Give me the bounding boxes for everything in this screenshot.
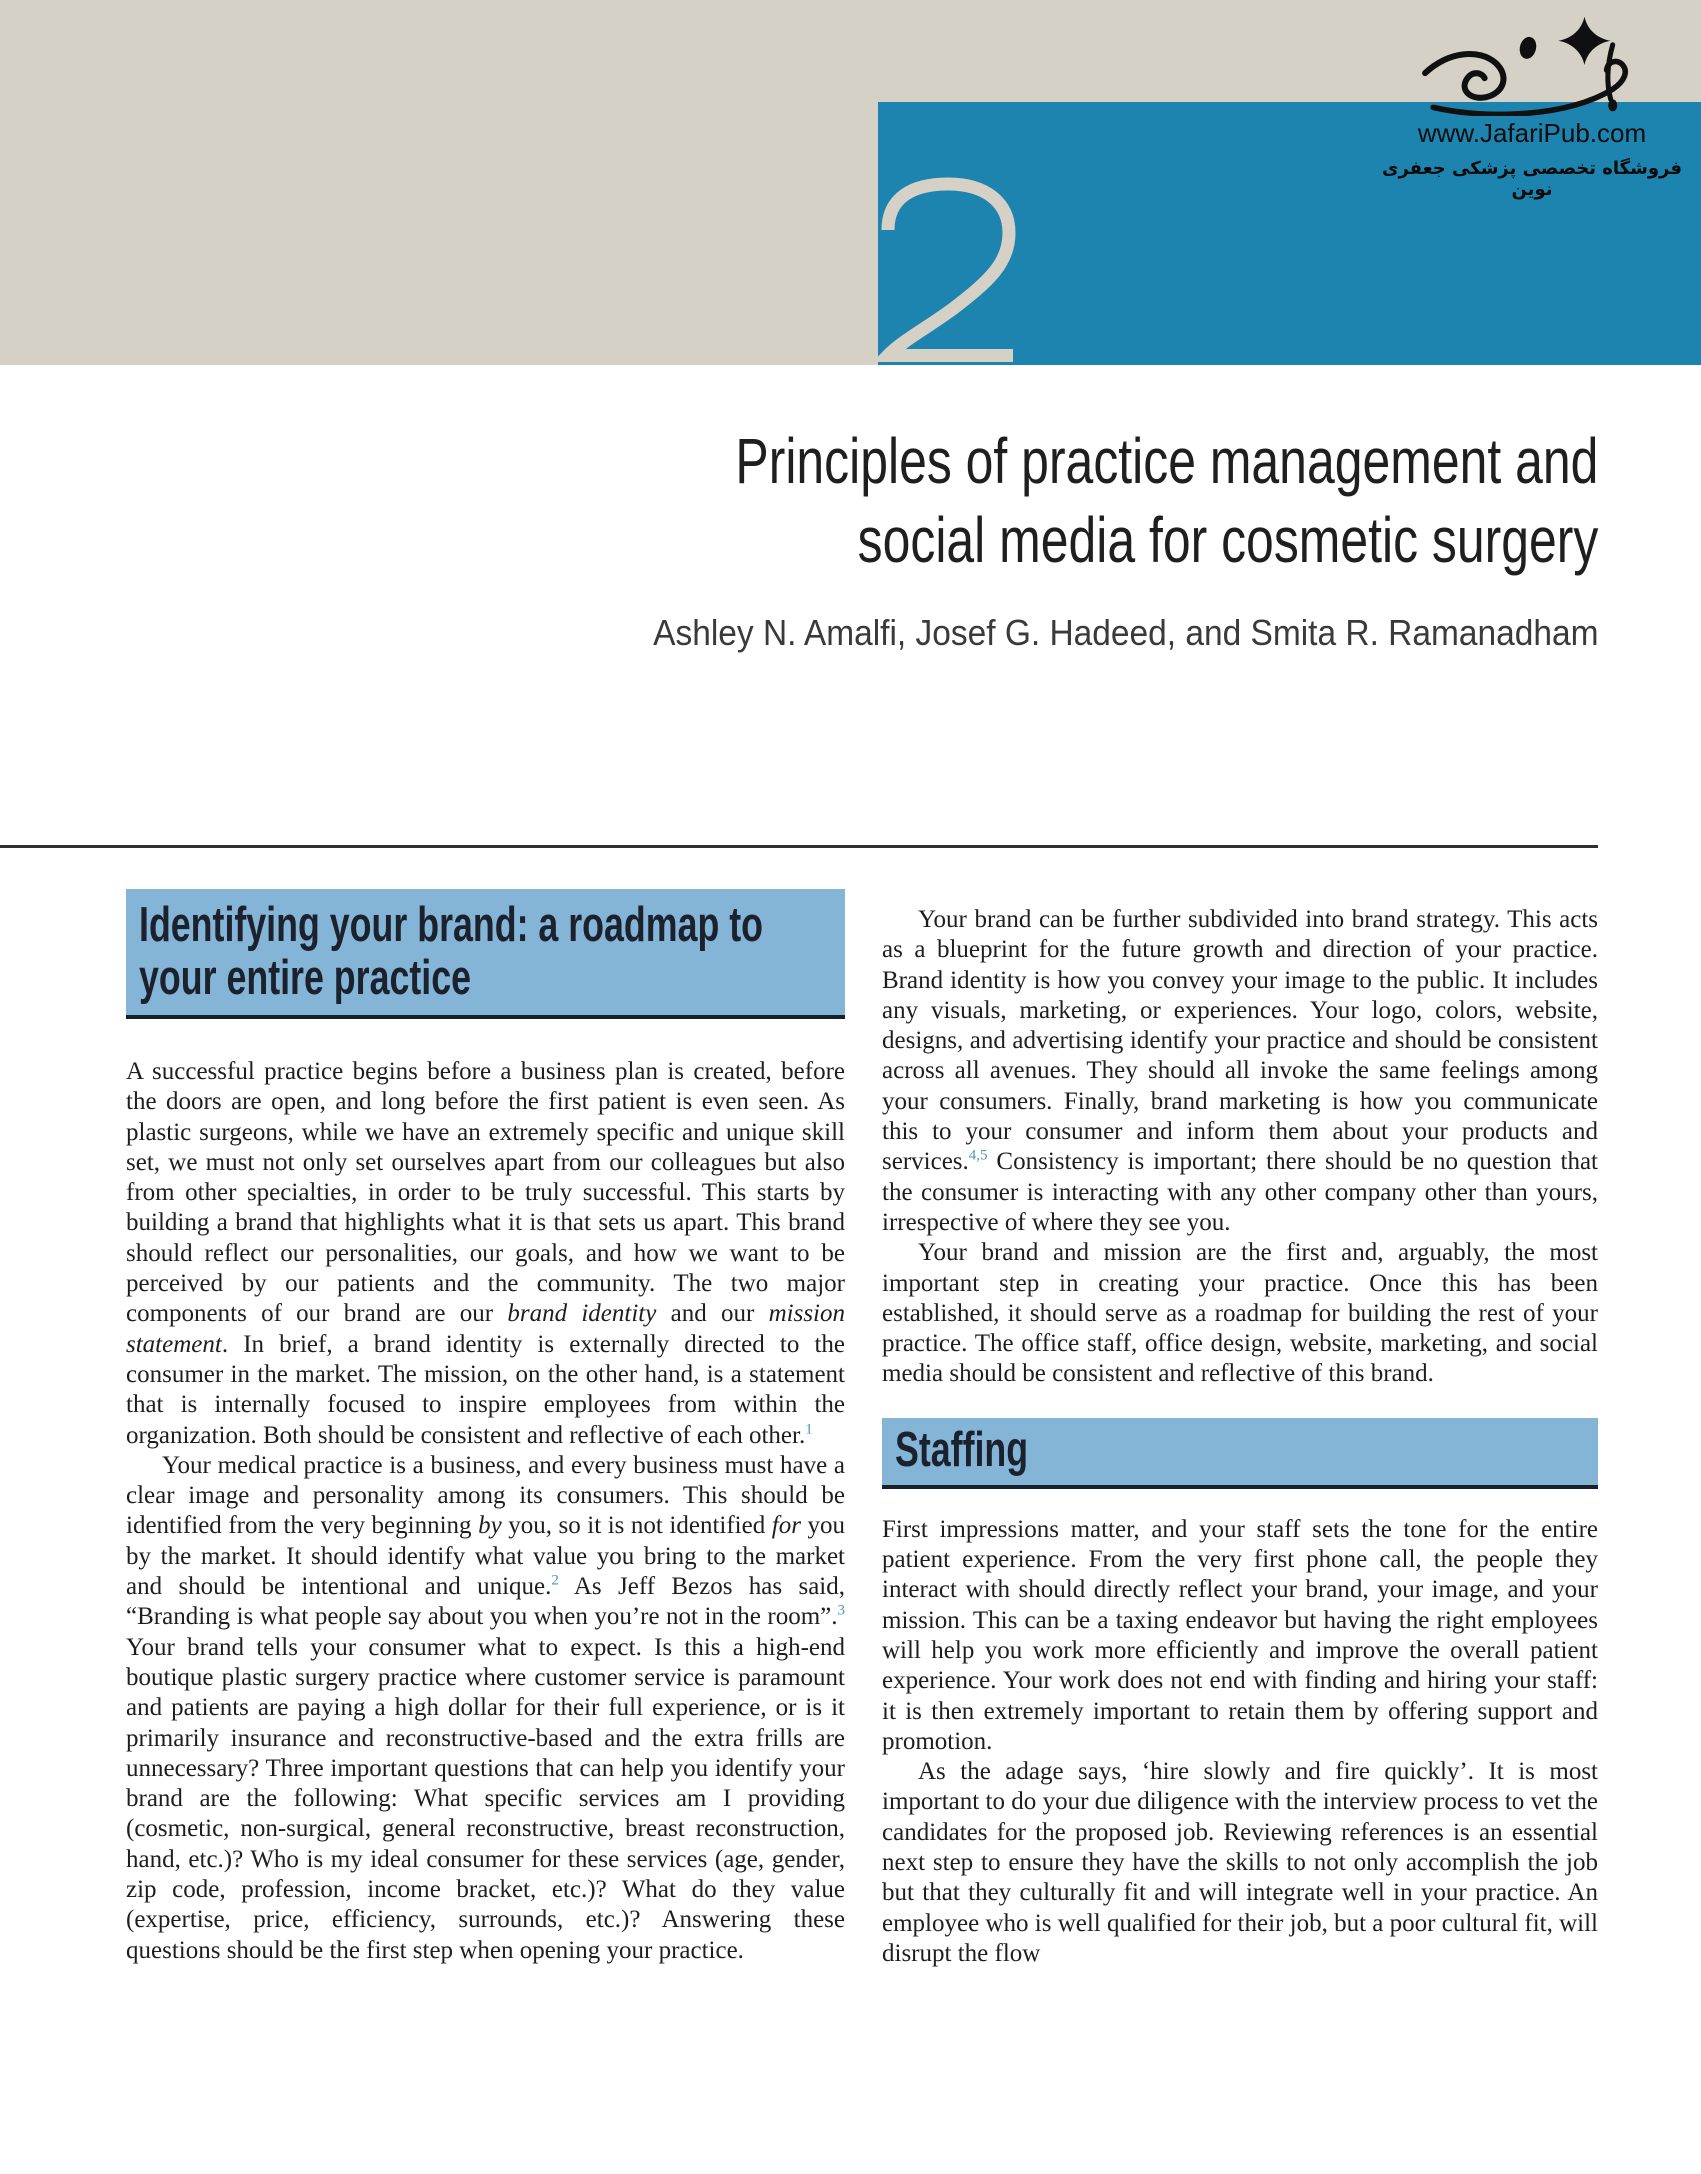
body-text: you, so it is not identified (501, 1512, 772, 1540)
footnote-ref: 4,5 (968, 1148, 988, 1165)
body-text: Your brand tells your consumer what to expect. Is this a high-end boutique plastic surgery practice where customer service is paramount and patients are paying a high dollar for their full experience, or is it primarily insurance and reconstructive-based and the extra frills are unnecessary? Three important questions that can help you identify your brand are the following: What specific services am I providing (cosmetic, non-surgical, general reconstructive, breast reconstruction, hand, etc.)? Who is my ideal consumer for these services (age, gender, zip code, profession, income bracket, etc.)? What do they value (expertise, price, efficiency, surrounds, etc.)? Answering these questions should be the first step when opening your practice. (126, 1633, 845, 1964)
italic-text: for (771, 1512, 801, 1540)
footnote-ref: 3 (837, 1603, 845, 1620)
footnote-ref: 1 (805, 1421, 813, 1438)
paragraph (882, 1515, 1598, 1757)
body-text: As the adage says, ‘hire slowly and fire quickly’. It is most important to do your due diligence with the interview process to vet the candidates for the proposed job. Reviewing references is an essential next step to ensure they have the skills to not only accomplish the job but that they culturally fit and will integrate well in your practice. An employee who is well qualified for their job, but a poor cultural fit, will disrupt the flow (882, 1758, 1598, 1967)
body-text: Your brand can be further subdivided into brand strategy. This acts as a blueprint for the future growth and direction of your practice. Brand identity is how you convey your image to the public. It includes any visuals, marketing, or experiences. Your logo, colors, website, designs, and advertising identify your practice and should be consistent across all avenues. They should all invoke the same feelings among your consumers. Finally, brand marketing is how you communicate this to your consumer and inform them about your products and services. (882, 906, 1598, 1176)
section-heading-line: Identifying your brand: a roadmap to (139, 898, 764, 952)
chapter-title (492, 422, 1598, 580)
italic-text: mission statement (126, 1300, 845, 1358)
italic-text: brand identity (507, 1300, 657, 1328)
right-column (882, 905, 1598, 1969)
paragraph (882, 1238, 1598, 1389)
chapter-title-line: Principles of practice management and (735, 425, 1598, 497)
publisher-logo-icon (1415, 14, 1647, 116)
authors-text: Ashley N. Amalfi, Josef G. Hadeed, and Smita R. Ramanadham (652, 612, 1598, 653)
footnote-ref: 2 (551, 1572, 559, 1589)
publisher-url: www.JafariPub.com (1417, 118, 1647, 148)
paragraph (882, 905, 1598, 1238)
paragraph (882, 1757, 1598, 1969)
section-heading-line: Staffing (895, 1422, 1029, 1477)
body-text: Your medical practice is a business, and every business must have a clear image and personality among its consumers. This should be identified from the very beginning (126, 1451, 845, 1540)
body-text: you by the market. It should identify what value you bring to the market and should be intentional and unique. (126, 1512, 845, 1601)
publisher-tagline: فروشگاه تخصصی پزشکی جعفری نوین (1381, 158, 1683, 200)
body-text: and our (656, 1300, 769, 1328)
section-heading (126, 889, 845, 1019)
chapter-title-line: social media for cosmetic surgery (857, 504, 1598, 576)
body-text: As Jeff Bezos has said, “Branding is what people say about you when you’re not in the room”. (126, 1573, 845, 1631)
italic-text: by (478, 1512, 502, 1540)
body-text: Consistency is important; there should be no question that the consumer is interacting with any other company other than yours, irrespective of where they see you. (882, 1148, 1598, 1236)
divider-rule (0, 845, 1598, 848)
section-heading-line: your entire practice (139, 951, 471, 1005)
body-text: A successful practice begins before a business plan is created, before the doors are open, and long before the first patient is even seen. As plastic surgeons, while we have an extremely specific and unique skill set, we must not only set ourselves apart from our colleagues but also from other specialties, in order to be truly successful. This starts by building a brand that highlights what it is that sets us apart. This brand should reflect our personalities, our goals, and how we want to be perceived by our patients and the community. The two major components of our brand are our (126, 1058, 845, 1328)
body-text: First impressions matter, and your staff sets the tone for the entire patient experience. From the very first phone call, the people they interact with should directly reflect your brand, your image, and your mission. This can be a taxing endeavor but having the right employees will help you work more efficiently and improve the overall patient experience. Your work does not end with finding and hiring your staff: it is then extremely important to retain them by offering support and promotion. (882, 1515, 1598, 1755)
paragraph (126, 1057, 845, 1451)
left-column (126, 889, 845, 1966)
body-text: Your brand and mission are the first and, arguably, the most important step in creating your practice. Once this has been established, it should serve as a roadmap for building the rest of your practice. The office staff, office design, website, marketing, and social media should be consistent and reflective of this brand. (882, 1239, 1598, 1388)
section-heading (882, 1418, 1598, 1489)
chapter-number (878, 176, 1020, 364)
paragraph (126, 1451, 845, 1966)
body-text: . In brief, a brand identity is externally directed to the consumer in the market. The mission, on the other hand, is a statement that is internally focused to inspire employees from within the organization. Both should be consistent and reflective of each other. (126, 1330, 845, 1449)
chapter-authors (582, 612, 1598, 654)
